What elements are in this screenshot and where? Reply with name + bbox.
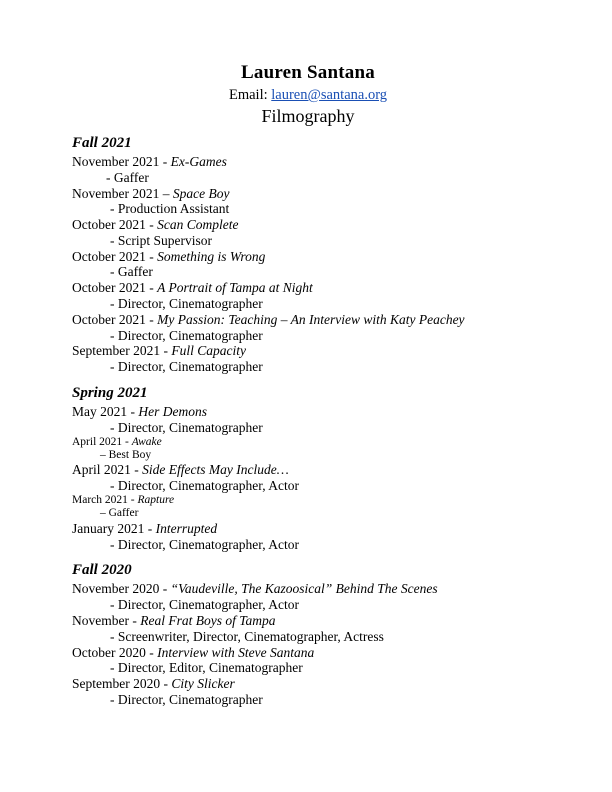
entry-date: October 2021 - — [72, 217, 158, 233]
section-term-heading: Fall 2020 — [72, 562, 132, 579]
filmography-section — [70, 385, 546, 553]
entry-date: October 2021 - — [72, 248, 158, 264]
entry-role: - Production Assistant — [110, 201, 230, 217]
filmography-section — [70, 135, 546, 375]
filmography-entry — [70, 462, 546, 494]
filmography-entry — [70, 676, 546, 708]
entry-title — [72, 217, 546, 233]
filmography-entry — [70, 280, 546, 312]
entry-work-title: City Slicker — [171, 676, 235, 692]
filmography-entry — [70, 494, 546, 521]
filmography-heading: Filmography — [261, 106, 355, 126]
entry-title — [72, 521, 546, 537]
entry-role: - Gaffer — [106, 169, 149, 185]
entry-title — [72, 462, 546, 478]
filmography-entry — [70, 186, 546, 218]
entry-title — [72, 494, 546, 507]
filmography-entry — [70, 581, 546, 613]
entry-work-title: Something is Wrong — [157, 248, 266, 264]
entry-date: November - — [72, 613, 141, 628]
entry-work-title: Interview with Steve Santana — [157, 644, 315, 660]
entry-role: - Gaffer — [110, 264, 153, 280]
email-label: Email: — [228, 87, 272, 103]
filmography-entry — [70, 217, 546, 249]
entry-work-title: Awake — [131, 435, 162, 448]
entry-work-title: My Passion: Teaching – An Interview with Katy Peachey — [157, 311, 465, 327]
entry-date: January 2021 - — [72, 520, 156, 536]
filmography-entry — [70, 645, 546, 677]
entry-work-title: Ex-Games — [170, 154, 227, 169]
entry-role: - Director, Cinematographer — [110, 359, 263, 375]
page-title: Lauren Santana — [241, 62, 375, 83]
entry-title — [72, 154, 546, 170]
entry-work-title: Space Boy — [172, 185, 230, 201]
section-term-heading: Spring 2021 — [72, 384, 148, 401]
entry-role: - Director, Cinematographer — [110, 327, 263, 343]
entry-date: October 2020 - — [72, 644, 158, 660]
filmography-entry — [70, 613, 546, 645]
filmography-entry — [70, 404, 546, 436]
entry-work-title: “Vaudeville, The Kazoosical” Behind The Scenes — [170, 581, 438, 597]
entry-role: – Best Boy — [100, 448, 152, 461]
filmography-entry — [70, 154, 546, 186]
entry-date: April 2021 - — [72, 462, 143, 478]
entry-role: - Director, Cinematographer — [110, 419, 263, 435]
filmography-entry — [70, 343, 546, 375]
entry-date: October 2021 - — [72, 311, 158, 327]
entry-role: – Gaffer — [100, 507, 139, 520]
entry-work-title: Real Frat Boys of Tampa — [140, 613, 276, 628]
entry-date: October 2021 - — [72, 280, 158, 296]
entry-work-title: Her Demons — [138, 403, 207, 419]
entry-title — [72, 404, 546, 420]
entry-work-title: Scan Complete — [157, 217, 239, 233]
entry-role: - Script Supervisor — [110, 232, 212, 248]
filmography-entry — [70, 249, 546, 281]
entry-title — [72, 280, 546, 296]
entry-date: September 2020 - — [72, 676, 172, 692]
entry-date: April 2021 - — [72, 435, 132, 448]
entry-role: - Director, Cinematographer, Actor — [110, 478, 299, 494]
filmography-entry — [70, 521, 546, 553]
entry-work-title: A Portrait of Tampa at Night — [157, 280, 313, 296]
entry-title — [72, 343, 546, 359]
entry-role: - Director, Cinematographer — [110, 691, 263, 707]
section-term-heading: Fall 2021 — [72, 135, 132, 151]
entry-date: November 2021 – — [72, 185, 173, 201]
entry-role: - Director, Cinematographer, Actor — [110, 536, 299, 552]
entry-date: May 2021 - — [72, 403, 139, 419]
entry-role: - Director, Cinematographer, Actor — [110, 597, 299, 613]
entry-work-title: Side Effects May Include… — [142, 462, 289, 478]
entry-title — [72, 249, 546, 265]
entry-work-title: Full Capacity — [171, 343, 246, 359]
filmography-sections — [70, 135, 546, 708]
entry-work-title: Rapture — [137, 493, 175, 506]
entry-date: September 2021 - — [72, 343, 172, 359]
email-line — [70, 87, 546, 104]
entry-date: November 2020 - — [72, 581, 171, 597]
filmography-entry — [70, 436, 546, 463]
entry-role: - Screenwriter, Director, Cinematographer, Actress — [110, 628, 384, 644]
entry-date: March 2021 - — [72, 493, 138, 506]
filmography-entry — [70, 312, 546, 344]
filmography-section — [70, 562, 546, 707]
entry-title — [72, 581, 546, 597]
entry-title — [72, 436, 546, 449]
entry-title — [72, 613, 546, 629]
email-link[interactable]: lauren@santana.org — [271, 87, 388, 103]
entry-title — [72, 645, 546, 661]
entry-date: November 2021 - — [72, 154, 171, 169]
entry-title — [72, 312, 546, 328]
entry-title — [72, 186, 546, 202]
entry-work-title: Interrupted — [155, 520, 218, 536]
entry-role: - Director, Cinematographer — [110, 296, 263, 312]
entry-title — [72, 676, 546, 692]
entry-role: - Director, Editor, Cinematographer — [110, 660, 303, 676]
